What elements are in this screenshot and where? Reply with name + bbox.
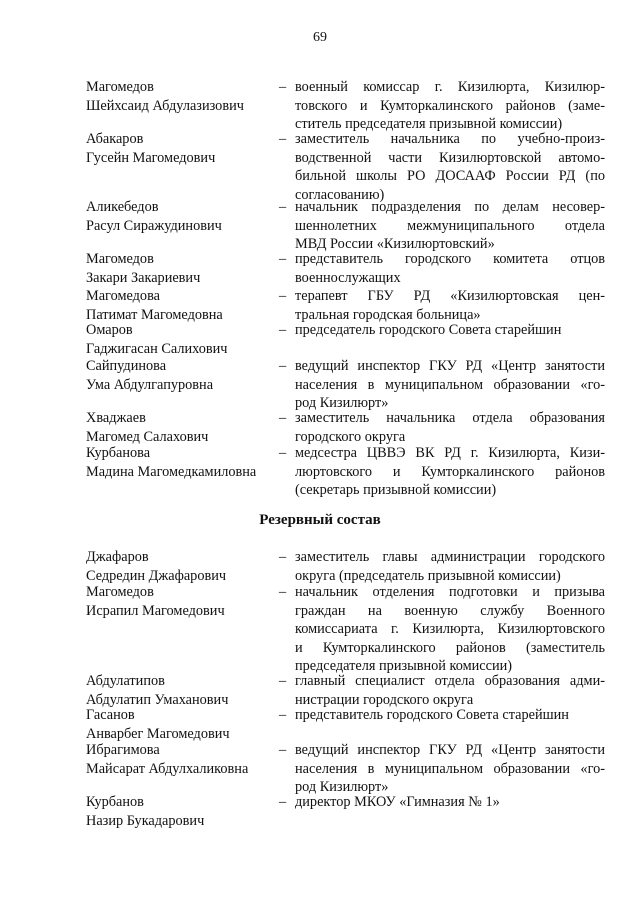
dash-marker: – [279,445,287,461]
reserve-name-line: Майсарат Абдулхаликовна [86,760,249,777]
dash-marker: – [279,79,287,95]
main-role-line [279,321,605,339]
reserve-role-text: представитель городского Совета старейшин [295,707,569,723]
main-name-line: Сайпудинова [86,358,167,374]
main-role-line [279,130,605,148]
dash-marker: – [279,322,287,338]
dash-marker: – [279,584,287,600]
dash-marker: – [279,549,287,565]
dash-marker: – [279,707,287,723]
reserve-role-line [279,672,605,690]
main-name-line: Закари Закариевич [86,269,201,286]
main-name-line: Аликебедов [86,199,159,215]
reserve-role-line: населения в муниципальном образовании «го- [295,760,605,777]
reserve-role-text: начальник отделения подготовки и призыва [295,584,605,600]
reserve-name-line: Седредин Джафарович [86,567,227,584]
reserve-name-line: Магомедов [86,584,154,600]
main-role-line [279,444,605,462]
main-name-line: Магомедов [86,251,154,267]
dash-marker: – [279,251,287,267]
main-name-line: Абакаров [86,131,144,147]
reserve-role-line [279,583,605,601]
dash-marker: – [279,131,287,147]
page-number: 69 [313,30,327,45]
main-role-line [279,287,605,305]
main-role-text: военный комиссар г. Кизилюрта, Кизилюр- [295,79,605,95]
reserve-name-line: Абдулатип Умаханович [86,691,229,708]
main-role-line: шеннолетних межмуниципального отдела [295,217,605,234]
main-name-line: Гаджигасан Салихович [86,340,228,357]
dash-marker: – [279,199,287,215]
main-role-line: городского округа [295,428,406,445]
main-role-line [279,78,605,96]
main-role-line: военнослужащих [295,269,401,286]
reserve-name-line: Ибрагимова [86,742,160,758]
dash-marker: – [279,742,287,758]
reserve-role-line: председателя призывной комиссии) [295,658,513,674]
reserve-role-line: и Кумторкалинского районов (заместитель [295,639,605,656]
dash-marker: – [279,673,287,689]
main-name-line: Хваджаев [86,410,146,426]
main-role-text: председатель городского Совета старейшин [295,322,562,338]
reserve-name-line: Исрапил Магомедович [86,602,225,619]
reserve-role-line: нистрации городского округа [295,691,474,708]
main-role-line: род Кизилюрт» [295,395,389,411]
main-name-line: Гусейн Магомедович [86,149,216,166]
reserve-name-line: Абдулатипов [86,673,165,689]
reserve-role-line: род Кизилюрт» [295,779,389,795]
main-role-line: ститель председателя призывной комиссии) [295,116,563,132]
main-role-text: начальник подразделения по делам несовер- [295,199,605,215]
main-role-text: медсестра ЦВВЭ ВК РД г. Кизилюрта, Кизи- [295,445,605,461]
main-role-text: ведущий инспектор ГКУ РД «Центр занятости [295,358,605,374]
main-role-text: заместитель начальника по учебно-произ- [295,131,605,147]
main-role-line: МВД России «Кизилюртовский» [295,236,495,252]
reserve-name-line: Курбанов [86,794,144,810]
main-name-line: Курбанова [86,445,151,461]
dash-marker: – [279,794,287,810]
main-name-line: Мадина Магомедкамиловна [86,463,257,480]
reserve-name-line: Гасанов [86,707,135,723]
main-name-line: Патимат Магомедовна [86,306,223,323]
main-name-line: Магомедов [86,79,154,95]
main-name-line: Расул Сиражудинович [86,217,222,234]
dash-marker: – [279,358,287,374]
main-name-line: Ума Абдулгапуровна [86,376,214,393]
main-role-line: согласованию) [295,186,385,203]
reserve-role-line [279,793,605,811]
reserve-role-line: граждан на военную службу Военного [295,602,605,619]
reserve-heading: Резервный состав [259,512,381,528]
main-name-line: Магомед Салахович [86,428,209,445]
main-role-text: представитель городского комитета отцов [295,251,605,267]
main-role-line [279,250,605,268]
main-role-line [279,409,605,427]
dash-marker: – [279,288,287,304]
main-role-line [279,357,605,375]
reserve-role-text: ведущий инспектор ГКУ РД «Центр занятости [295,742,605,758]
main-role-line: тральная городская больница» [295,306,481,323]
reserve-role-text: директор МКОУ «Гимназия № 1» [295,794,500,810]
reserve-name-line: Джафаров [86,549,149,565]
main-role-text: терапевт ГБУ РД «Кизилюртовская цен- [295,288,605,304]
reserve-role-text: заместитель главы администрации городского [295,549,605,565]
reserve-role-text: главный специалист отдела образования адми- [295,673,605,689]
reserve-name-line: Анварбег Магомедович [86,725,230,742]
reserve-role-line: комиссариата г. Кизилюрта, Кизилюртовского [295,621,605,637]
dash-marker: – [279,410,287,426]
reserve-role-line: округа (председатель призывной комиссии) [295,567,561,584]
main-name-line: Шейхсаид Абдулазизович [86,97,244,114]
main-role-line: (секретарь призывной комиссии) [295,482,497,498]
main-role-line [279,198,605,216]
main-role-line: водственной части Кизилюртовской автомо- [295,149,605,166]
reserve-role-line [279,741,605,759]
main-role-line: люртовского и Кумторкалинского районов [295,463,605,480]
main-role-line: населения в муниципальном образовании «го- [295,376,605,393]
reserve-name-line: Назир Букадарович [86,812,205,829]
main-role-text: заместитель начальника отдела образования [295,410,605,426]
main-role-line: бильной школы РО ДОСААФ России РД (по [295,168,605,184]
reserve-role-line [279,548,605,566]
main-name-line: Омаров [86,322,133,338]
main-role-line: товского и Кумторкалинского районов (заме- [295,97,605,114]
main-name-line: Магомедова [86,288,160,304]
reserve-role-line [279,706,605,724]
